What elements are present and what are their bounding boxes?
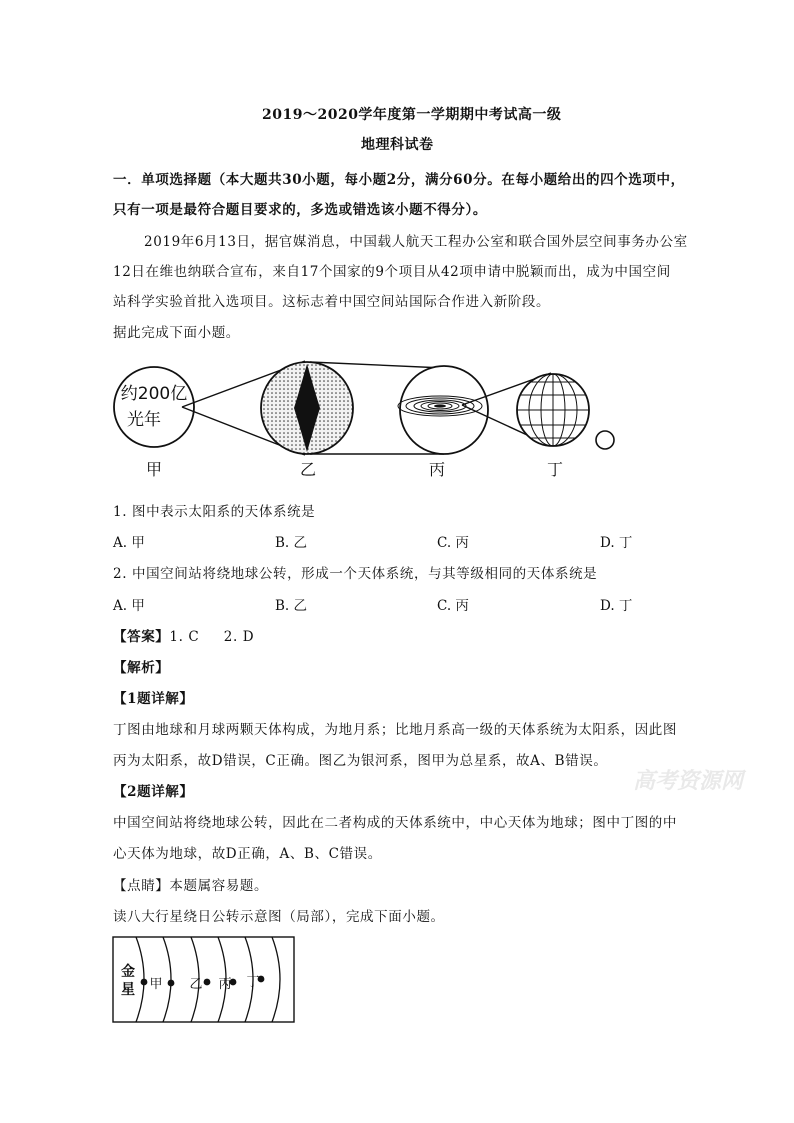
analysis-q1-label: 【1题详解】 [113,691,194,707]
watermark: 高考资源网 [633,768,744,794]
passage-line-2: 12日在维也纳联合宣布，来自17个国家的9个项目从42项申请中脱颖而出，成为中国空间 [113,264,671,280]
label-bing: 丙 [428,460,446,479]
planet-label-ding: 丁 [246,975,260,990]
question-2-option-c: C. 丙 [437,598,469,614]
section-heading-line1: 一．单项选择题（本大题共30小题，每小题2分，满分60分。在每小题给出的四个选项中， [113,172,685,188]
question-1-stem: 1. 图中表示太阳系的天体系统是 [113,504,316,520]
planet-jia-dot [168,980,175,987]
planet-yi-dot [204,979,211,986]
planet-label-yi: 乙 [189,977,203,992]
question-2-option-b: B. 乙 [275,598,308,614]
question-2-option-d: D. 丁 [600,598,633,614]
section-heading-line2: 只有一项是最符合题目要求的，多选或错选该小题不得分）。 [113,202,487,218]
question-2-stem: 2. 中国空间站将绕地球公转，形成一个天体系统，与其等级相同的天体系统是 [113,566,598,582]
question-1-option-b: B. 乙 [275,535,308,551]
label-yi: 乙 [299,460,317,479]
tip-line: 【点睛】本题属容易题。 [113,878,269,894]
analysis-q1-line1: 丁图由地球和月球两颗天体构成，为地月系；比地月系高一级的天体系统为太阳系，因此图 [113,722,677,738]
passage-line-1: 2019年6月13日，据官媒消息，中国载人航天工程办公室和联合国外层空间事务办公室 [144,234,688,250]
exam-subtitle: 地理科试卷 [361,137,434,153]
question-1-option-c: C. 丙 [437,535,469,551]
analysis-q2-line1: 中国空间站将绕地球公转，因此在二者构成的天体系统中，中心天体为地球；图中丁图的中 [113,815,677,831]
question-1-option-d: D. 丁 [600,535,633,551]
analysis-q2-line2: 心天体为地球，故D正确，A、B、C错误。 [113,846,382,862]
analysis-label: 【解析】 [113,660,170,676]
answer-line [113,625,254,645]
answer-text: 1. C 2. D [169,629,255,645]
planet-orbits-figure [112,936,296,1024]
jia-text-line1: 约200亿 [120,384,188,404]
answer-label: 【答案】 [113,629,170,645]
analysis-q1-line2: 丙为太阳系，故D错误，C正确。图乙为银河系，图甲为总星系，故A、B错误。 [113,753,608,769]
label-jia: 甲 [145,460,163,479]
planet-venus-dot [141,979,148,986]
figure-yi-galaxy [261,362,353,454]
passage-line-3: 站科学实验首批入选项目。这标志着中国空间站国际合作进入新阶段。 [113,294,551,310]
exam-title: 2019～2020学年度第一学期期中考试高一级 [262,107,562,123]
moon-icon [596,431,614,449]
analysis-q2-label: 【2题详解】 [113,784,194,800]
label-ding: 丁 [546,460,564,479]
passage-line-4: 据此完成下面小题。 [113,325,240,341]
question-2-option-a: A. 甲 [113,598,145,614]
venus-label-1: 金 [121,964,135,980]
celestial-systems-figure [110,355,630,485]
next-question-intro: 读八大行星绕日公转示意图（局部），完成下面小题。 [113,909,445,925]
venus-label-2: 星 [121,982,135,998]
jia-text-line2: 光年 [127,410,161,430]
planet-label-bing: 丙 [218,977,232,992]
planet-label-jia: 甲 [149,977,163,992]
question-1-option-a: A. 甲 [113,535,145,551]
figure-ding-earth [517,374,589,446]
